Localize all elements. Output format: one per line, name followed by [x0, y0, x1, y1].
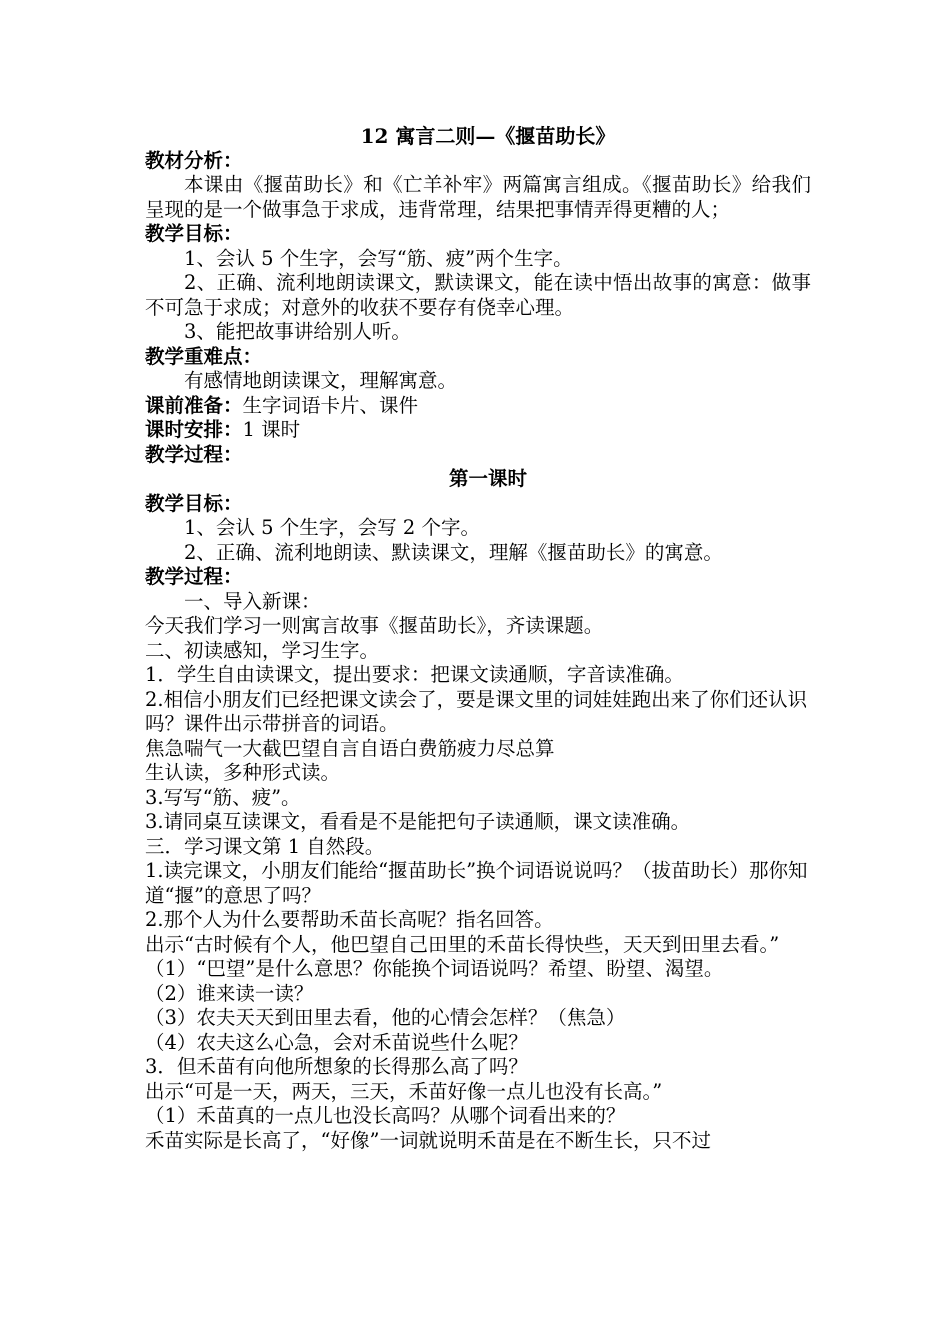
time-row: [145, 418, 811, 443]
prep-row: [145, 394, 811, 419]
lesson-goal-item: 1、会认 5 个生字，会写 2 个字。: [184, 516, 481, 539]
process-line: 生认读，多种形式读。: [145, 761, 341, 784]
page-title: 12 寓言二则—《揠苗助长》: [360, 124, 616, 148]
lesson-process-heading: 教学过程：: [145, 565, 243, 588]
process-line: 2.那个人为什么要帮助禾苗长高呢？指名回答。: [145, 908, 554, 931]
document-page: [145, 124, 811, 1153]
analysis-text: 本课由《揠苗助长》和《亡羊补牢》两篇寓言组成。《揠苗助长》给我们呈现的是一个做事急于求成，违背常理，结果把事情弄得更糟的人；: [145, 173, 811, 221]
prep-value: 生字词语卡片、课件: [242, 393, 419, 417]
process-line: 禾苗实际是长高了，“好像”一词就说明禾苗是在不断生长，只不过: [145, 1128, 711, 1152]
time-value: 1 课时: [242, 418, 301, 441]
process-line: 出示“可是一天，两天，三天，禾苗好像一点儿也没有长高。”: [145, 1079, 663, 1103]
lesson-goal-item: 2、正确、流利地朗读、默读课文，理解《揠苗助长》的寓意。: [184, 540, 723, 564]
process-line: 出示“古时候有个人，他巴望自己田里的禾苗长得快些，天天到田里去看。”: [145, 932, 780, 956]
process-line: 二、初读感知，学习生字。: [145, 638, 380, 662]
process-line: （1）禾苗真的一点儿也没长高吗？从哪个词看出来的？: [145, 1104, 626, 1127]
goals-heading: 教学目标：: [145, 222, 243, 245]
process-line: 焦急喘气一大截巴望自言自语白费筋疲力尽总算: [145, 736, 555, 760]
process-line: 3．但禾苗有向他所想象的长得那么高了吗？: [145, 1055, 528, 1078]
process-line: 1．学生自由读课文，提出要求：把课文读通顺，字音读准确。: [145, 663, 684, 686]
goal-item: 3、能把故事讲给别人听。: [184, 320, 411, 343]
process-line: 三．学习课文第 1 自然段。: [145, 834, 385, 858]
process-line: 今天我们学习一则寓言故事《揠苗助长》，齐读课题。: [145, 614, 604, 637]
process-line: （1）“巴望”是什么意思？你能换个词语说吗？希望、盼望、渴望。: [145, 957, 724, 980]
process-line: 一、导入新课：: [184, 589, 321, 613]
lesson-goals-heading: 教学目标：: [145, 491, 243, 515]
keypoint-text: 有感情地朗读课文，理解寓意。: [184, 369, 458, 392]
lesson-title: 第一课时: [448, 467, 527, 490]
keypoint-heading: 教学重难点：: [145, 344, 263, 368]
process-line: 1.读完课文，小朋友们能给“揠苗助长”换个词语说说吗？（拔苗助长）那你知道“揠”的意思了吗？: [145, 859, 808, 907]
prep-label: 课前准备：: [145, 393, 243, 417]
process-line: 2.相信小朋友们已经把课文读会了，要是课文里的词娃娃跑出来了你们还认识吗？课件出示带拼音的词语。: [145, 687, 808, 735]
goal-item: 2、正确、流利地朗读课文，默读课文，能在读中悟出故事的寓意：做事不可急于求成；对意外的收获不要存有侥幸心理。: [145, 271, 811, 319]
process-heading: 教学过程：: [145, 442, 243, 466]
process-line: （2）谁来读一读？: [145, 981, 314, 1005]
process-line: （4）农夫这么心急，会对禾苗说些什么呢？: [145, 1030, 528, 1054]
time-label: 课时安排：: [145, 418, 243, 441]
process-line: 3.请同桌互读课文，看看是不是能把句子读通顺，课文读准确。: [145, 810, 691, 833]
process-line: （3）农夫天天到田里去看，他的心情会怎样？（焦急）: [145, 1006, 626, 1029]
analysis-heading: 教材分析：: [145, 148, 243, 172]
goal-item: 1、会认 5 个生字，会写“筋、疲”两个生字。: [184, 246, 573, 270]
process-line: 3.写写“筋、疲”。: [145, 785, 301, 809]
